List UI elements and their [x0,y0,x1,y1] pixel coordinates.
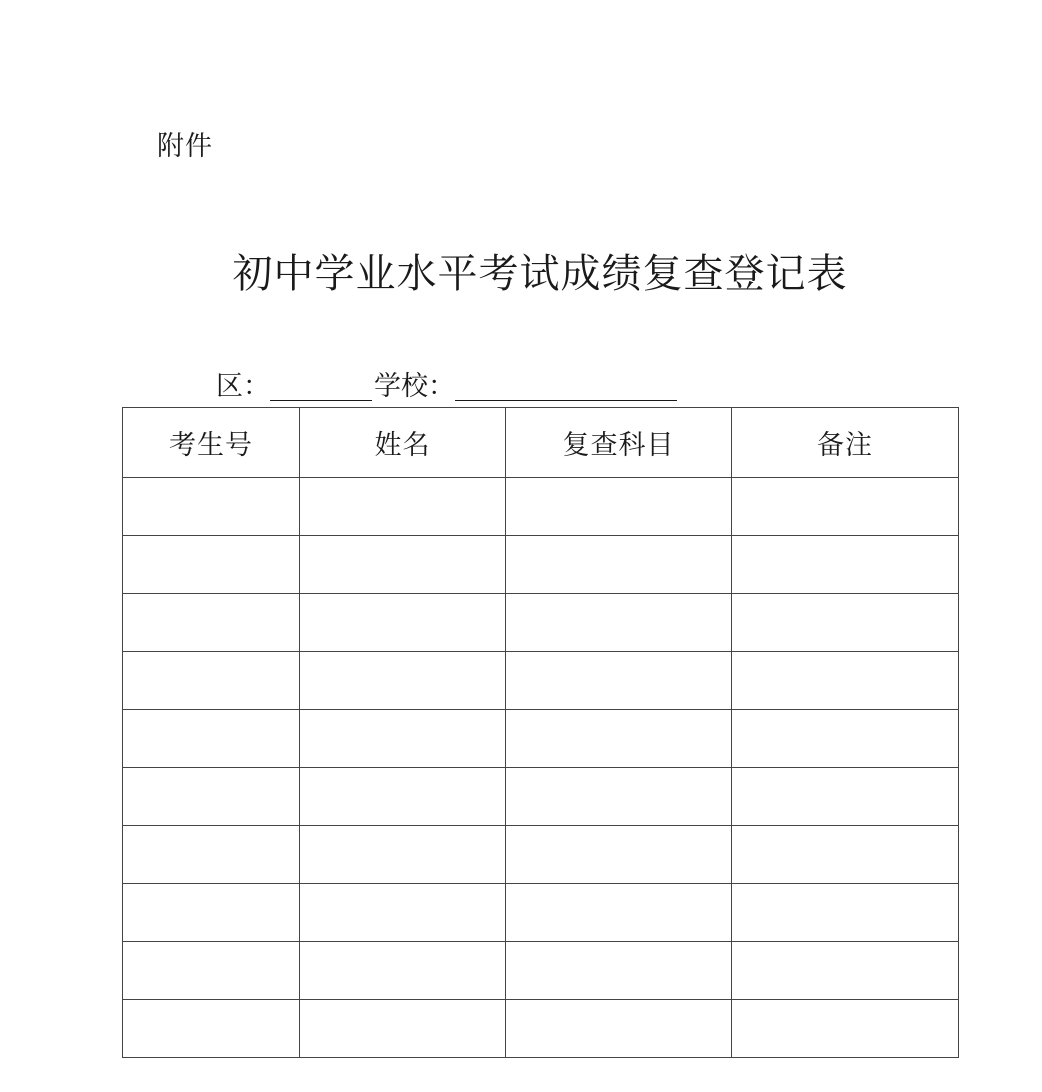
name-cell[interactable] [300,884,506,942]
exam-number-cell[interactable] [123,478,300,536]
table-row [123,536,959,594]
name-cell[interactable] [300,1000,506,1058]
header-subject: 复查科目 [506,408,732,478]
district-label: 区： [216,371,270,402]
name-cell[interactable] [300,826,506,884]
exam-number-cell[interactable] [123,826,300,884]
exam-number-cell[interactable] [123,652,300,710]
school-label: 学校： [374,371,455,402]
subject-cell[interactable] [506,826,732,884]
subject-cell[interactable] [506,768,732,826]
table-row [123,594,959,652]
table-row [123,652,959,710]
name-cell[interactable] [300,478,506,536]
header-remarks: 备注 [732,408,959,478]
header-name: 姓名 [300,408,506,478]
name-cell[interactable] [300,536,506,594]
table-row [123,1000,959,1058]
exam-number-cell[interactable] [123,536,300,594]
subject-cell[interactable] [506,536,732,594]
subject-cell[interactable] [506,710,732,768]
table-header-row [123,408,959,478]
subject-cell[interactable] [506,652,732,710]
registration-table [122,407,959,1058]
table-row [123,884,959,942]
name-cell[interactable] [300,652,506,710]
table-body [123,478,959,1058]
remarks-cell[interactable] [732,536,959,594]
name-cell[interactable] [300,710,506,768]
subject-cell[interactable] [506,594,732,652]
header-exam-number: 考生号 [123,408,300,478]
name-cell[interactable] [300,768,506,826]
subject-cell[interactable] [506,884,732,942]
table-row [123,710,959,768]
remarks-cell[interactable] [732,710,959,768]
exam-number-cell[interactable] [123,710,300,768]
remarks-cell[interactable] [732,1000,959,1058]
exam-number-cell[interactable] [123,942,300,1000]
remarks-cell[interactable] [732,768,959,826]
remarks-cell[interactable] [732,884,959,942]
form-title: 初中学业水平考试成绩复查登记表 [232,251,848,297]
form-fields [216,366,677,404]
remarks-cell[interactable] [732,594,959,652]
table-row [123,768,959,826]
subject-cell[interactable] [506,478,732,536]
subject-cell[interactable] [506,942,732,1000]
exam-number-cell[interactable] [123,1000,300,1058]
name-cell[interactable] [300,942,506,1000]
exam-number-cell[interactable] [123,768,300,826]
attachment-label: 附件 [157,131,213,162]
table-row [123,478,959,536]
remarks-cell[interactable] [732,478,959,536]
table-row [123,942,959,1000]
table-row [123,826,959,884]
name-cell[interactable] [300,594,506,652]
remarks-cell[interactable] [732,826,959,884]
subject-cell[interactable] [506,1000,732,1058]
exam-number-cell[interactable] [123,884,300,942]
remarks-cell[interactable] [732,942,959,1000]
exam-number-cell[interactable] [123,594,300,652]
district-input-line[interactable] [270,370,372,401]
school-input-line[interactable] [455,370,677,401]
remarks-cell[interactable] [732,652,959,710]
